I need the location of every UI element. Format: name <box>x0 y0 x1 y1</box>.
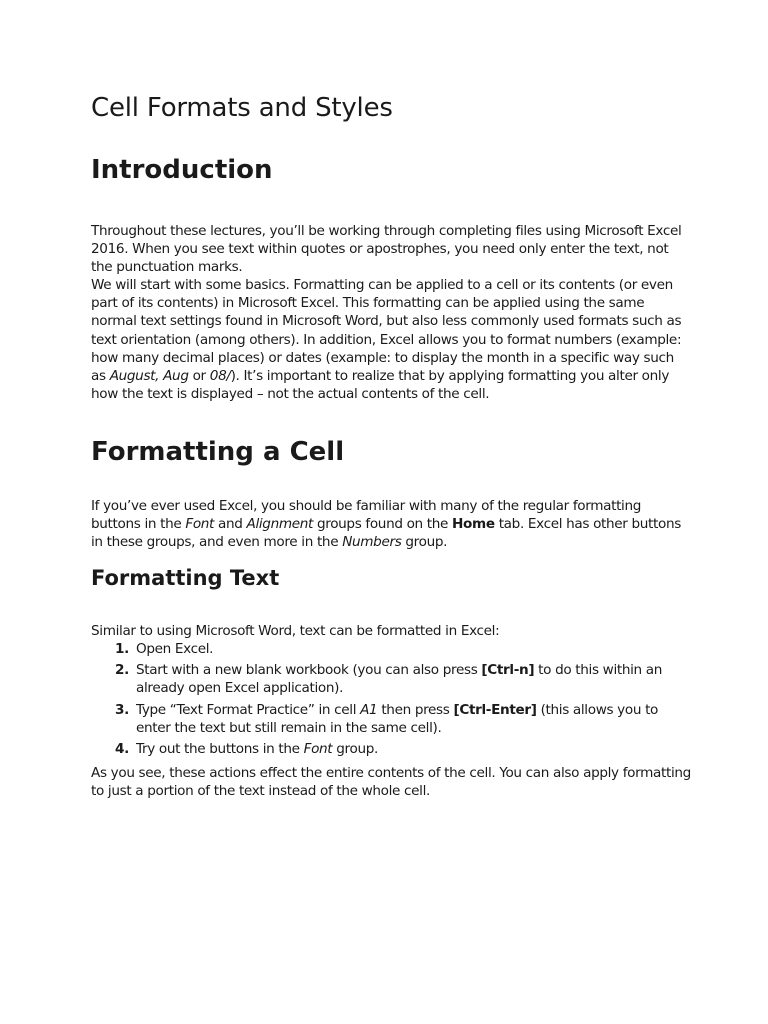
list-item: 3. Type “Text Format Practice” in cell A1 then press [Ctrl-Enter] (this allows you to enter the text but still remain in the same cell). <box>115 701 659 736</box>
list-item: 4. Try out the buttons in the Font group. <box>115 741 378 758</box>
step-number: 3. <box>115 701 129 718</box>
formatting-steps-list <box>91 640 691 761</box>
document-title: Cell Formats and Styles <box>91 93 393 123</box>
introduction-heading: Introduction <box>91 155 273 185</box>
formatting-cell-heading: Formatting a Cell <box>91 437 345 467</box>
formatting-cell-paragraph: If you’ve ever used Excel, you should be familiar with many of the regular formatting buttons in the Font and Alignment groups found on the Home tab. Excel has other buttons in these groups, and even more in the Numbers group. <box>91 498 681 551</box>
introduction-paragraph-1: Throughout these lectures, you’ll be working through completing files using Microsoft Excel 2016. When you see text within quotes or apostrophes, you need only enter the text, not the punctuation marks. <box>91 223 682 276</box>
step-number: 2. <box>115 662 129 679</box>
list-item: 2. Start with a new blank workbook (you can also press [Ctrl-n] to do this within an already open Excel application). <box>115 662 663 697</box>
step-number: 1. <box>115 641 129 657</box>
list-item: 1. Open Excel. <box>115 641 214 657</box>
formatting-text-outro: As you see, these actions effect the entire contents of the cell. You can also apply formatting to just a portion of the text instead of the whole cell. <box>91 765 691 800</box>
formatting-text-intro: Similar to using Microsoft Word, text can be formatted in Excel: <box>91 623 500 639</box>
introduction-paragraph-2: We will start with some basics. Formatting can be applied to a cell or its contents (or even part of its contents) in Microsoft Excel. This formatting can be applied using the same normal text settings found in Microsoft Word, but also less commonly used formats such as text orientation (among others). In addition, Excel allows you to format numbers (example: how many decimal places) or dates (example: to display the month in a specific way such as August, Aug or 08/). It’s important to realize that by applying formatting you alter only how the text is displayed – not the actual contents of the cell. <box>91 277 682 403</box>
step-number: 4. <box>115 741 129 758</box>
formatting-text-heading: Formatting Text <box>91 566 280 590</box>
